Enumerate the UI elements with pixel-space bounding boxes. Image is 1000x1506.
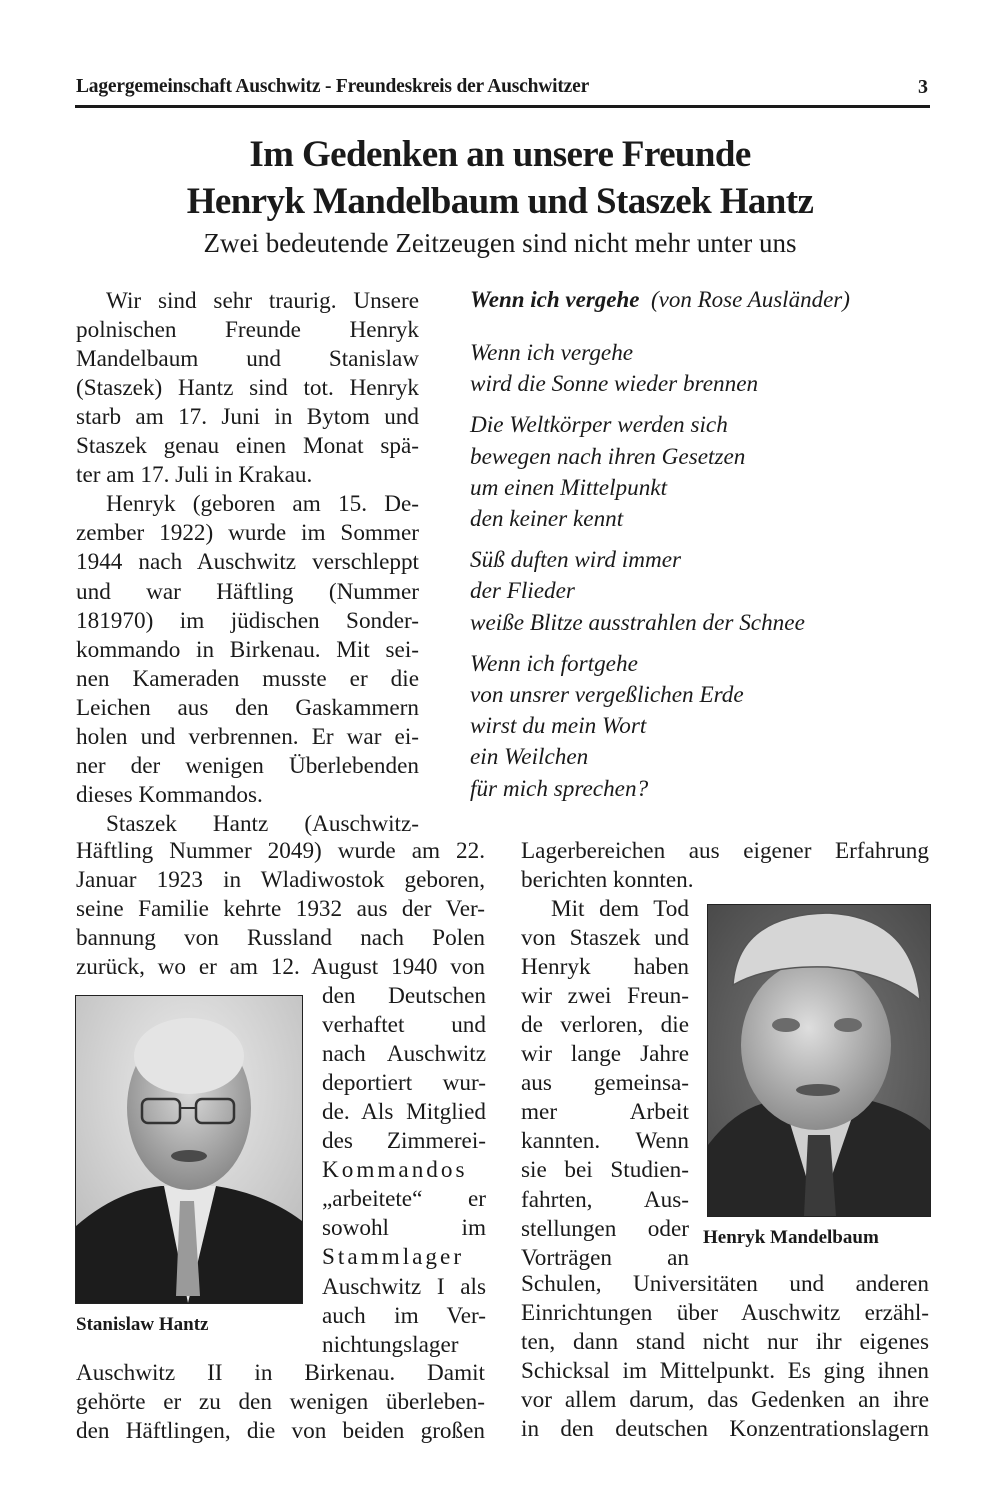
text-line: wir lange Jahre [521, 1041, 689, 1068]
text-line: Lagerbereichen aus eigener Erfahrung [521, 838, 929, 864]
poem-line: weiße Blitze ausstrahlen der Schnee [470, 609, 805, 636]
poem-title: Wenn ich vergehe [470, 287, 640, 312]
poem-line: ein Weilchen [470, 744, 589, 771]
text-line: gehörte er zu den wenigen überleben- [76, 1389, 485, 1415]
text-line: Häftling Nummer 2049) wurde am 22. [76, 838, 485, 864]
poem-line: für mich sprechen? [470, 775, 649, 802]
text-line: den Deutschen [322, 983, 486, 1009]
text-line: 1944 nach Auschwitz verschleppt [76, 549, 419, 576]
page-number: 3 [918, 76, 928, 98]
article-subtitle: Zwei bedeutende Zeitzeugen sind nicht mehr unter uns [203, 228, 797, 258]
text-line: sowohl im [322, 1215, 486, 1242]
text-line: ter am 17. Juli in Krakau. [76, 462, 313, 489]
caption-henryk-mandelbaum: Henryk Mandelbaum [703, 1227, 879, 1248]
text-line: (Staszek) Hantz sind tot. Henryk [76, 375, 419, 402]
text-line: auch im Ver- [322, 1302, 486, 1329]
text-line: 181970) im jüdischen Sonder- [76, 607, 419, 634]
text-line: in den deutschen Konzentrationslagern [521, 1416, 929, 1442]
text-line: Staszek genau einen Monat spä- [76, 433, 419, 460]
poem-line: bewegen nach ihren Gesetzen [470, 443, 746, 470]
text-line: Auschwitz II in Birkenau. Damit [76, 1360, 485, 1386]
text-line: kommando in Birkenau. Mit sei- [76, 636, 419, 663]
text-line: Stammlager [322, 1244, 465, 1271]
poem-line: Die Weltkörper werden sich [470, 412, 728, 439]
text-line: ner der wenigen Überlebenden [76, 752, 419, 779]
text-line: starb am 17. Juni in Bytom und [76, 404, 419, 431]
text-line: Mandelbaum und Stanislaw [76, 346, 419, 373]
text-line: mer Arbeit [521, 1099, 689, 1126]
text-line: nen Kameraden musste er die [76, 665, 419, 692]
poem-line: Süß duften wird immer [470, 547, 682, 574]
text-line: Wir sind sehr traurig. Unsere [106, 288, 419, 314]
text-line: Henryk (geboren am 15. De- [106, 491, 419, 518]
text-line: „arbeitete“ er [322, 1186, 486, 1213]
article-title-line-1: Im Gedenken an unsere Freunde [249, 134, 751, 175]
photo-stanislaw-hantz [75, 995, 303, 1304]
text-line: Schicksal im Mittelpunkt. Es ging ihnen [521, 1358, 929, 1384]
poem-line: von unsrer vergeßlichen Erde [470, 682, 744, 708]
text-line: fahrten, Aus- [521, 1186, 689, 1213]
poem-line: um einen Mittelpunkt [470, 474, 668, 501]
text-line: holen und verbrennen. Er war ei- [76, 723, 419, 750]
text-line: zember 1922) wurde im Sommer [76, 520, 419, 547]
text-line: Henryk haben [521, 954, 689, 981]
poem-heading [470, 287, 850, 313]
text-line: den Häftlingen, die von beiden großen [76, 1418, 485, 1444]
caption-stanislaw-hantz: Stanislaw Hantz [76, 1314, 209, 1335]
text-line: nichtungslager [322, 1331, 459, 1358]
text-line: seine Familie kehrte 1932 aus der Ver- [76, 896, 485, 922]
text-line: vor allem darum, das Gedenken an ihre [521, 1387, 929, 1413]
poem-line: wirst du mein Wort [470, 713, 647, 740]
portrait-image [708, 905, 930, 1216]
text-line: deportiert wur- [322, 1070, 486, 1097]
article-title-line-2: Henryk Mandelbaum und Staszek Hantz [186, 181, 814, 222]
text-line: Staszek Hantz (Auschwitz- [106, 810, 419, 837]
text-line: berichten konnten. [521, 867, 694, 893]
text-line: und war Häftling (Nummer [76, 578, 419, 605]
text-line: Einrichtungen über Auschwitz erzähl- [521, 1300, 929, 1326]
poem-author: (von Rose Ausländer) [651, 287, 850, 312]
text-line: de. Als Mitglied [322, 1099, 486, 1126]
text-line: Schulen, Universitäten und anderen [521, 1271, 929, 1297]
text-line: von Staszek und [521, 925, 689, 952]
poem-line: wird die Sonne wieder brennen [470, 371, 759, 398]
text-line: aus gemeinsa- [521, 1070, 689, 1097]
poem-line: Wenn ich vergehe [470, 340, 634, 366]
text-line: kannten. Wenn [521, 1128, 689, 1155]
text-line: Vorträgen an [521, 1244, 689, 1271]
text-line: verhaftet und [322, 1012, 486, 1039]
text-line: polnischen Freunde Henryk [76, 317, 419, 344]
text-line: de verloren, die [521, 1012, 689, 1039]
text-line: stellungen oder [521, 1215, 689, 1242]
text-line: Mit dem Tod [551, 896, 689, 922]
text-line: nach Auschwitz [322, 1041, 486, 1068]
header-rule [75, 105, 930, 108]
text-line: des Zimmerei- [322, 1128, 486, 1155]
portrait-image [76, 996, 302, 1303]
text-line: Leichen aus den Gaskammern [76, 694, 419, 721]
poem-line: Wenn ich fortgehe [470, 650, 638, 677]
publication-header: Lagergemeinschaft Auschwitz - Freundeskreis der Auschwitzer [76, 76, 590, 97]
text-line: Kommandos [322, 1157, 468, 1184]
text-line: ten, dann stand nicht nur ihr eigenes [521, 1329, 929, 1355]
text-line: Auschwitz I als [322, 1273, 486, 1300]
text-line: wir zwei Freun- [521, 983, 689, 1010]
text-line: bannung von Russland nach Polen [76, 925, 485, 951]
photo-henryk-mandelbaum [707, 904, 931, 1217]
text-line: zurück, wo er am 12. August 1940 von [76, 954, 485, 980]
text-line: dieses Kommandos. [76, 781, 263, 808]
poem-line: der Flieder [470, 578, 575, 605]
text-line: sie bei Studien- [521, 1157, 689, 1184]
poem-line: den keiner kennt [470, 506, 624, 532]
text-line: Januar 1923 in Wladiwostok geboren, [76, 867, 485, 893]
